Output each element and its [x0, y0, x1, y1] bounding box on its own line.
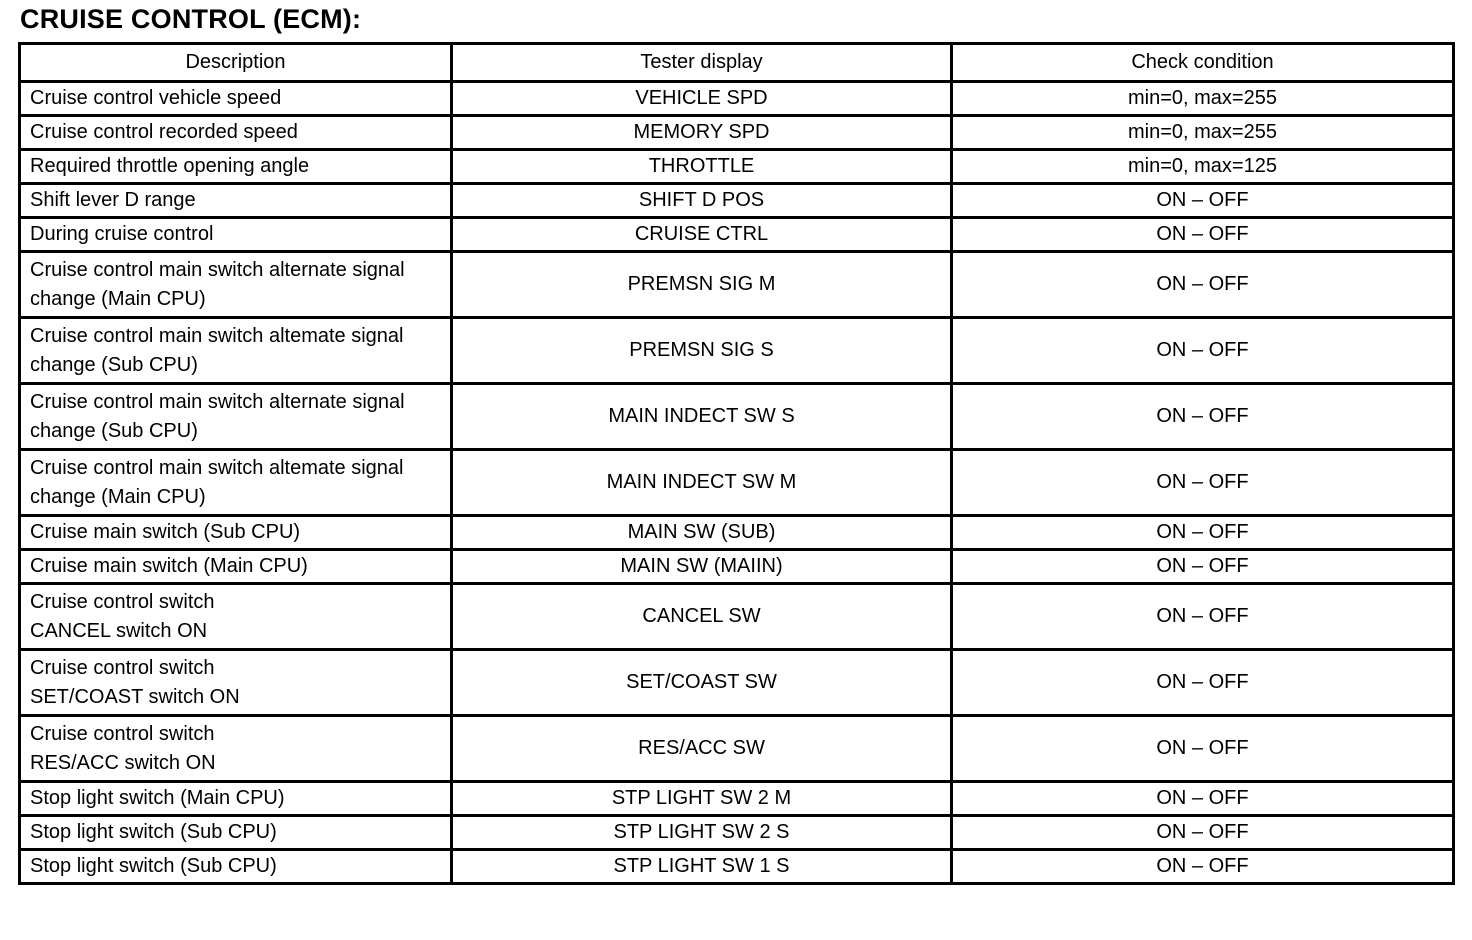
description-cell	[20, 850, 452, 884]
tester-display-cell: SET/COAST SW	[452, 650, 952, 716]
description-cell	[20, 184, 452, 218]
tester-display-cell: RES/ACC SW	[452, 716, 952, 782]
check-condition-cell: ON – OFF	[952, 550, 1454, 584]
description-line: CANCEL switch ON	[30, 619, 208, 642]
check-condition-cell: ON – OFF	[952, 716, 1454, 782]
description-line: Cruise control main switch altemate signal	[30, 456, 404, 479]
description-line: Cruise control main switch alternate signal	[30, 258, 405, 281]
description-line: change (Main CPU)	[30, 485, 206, 508]
table-row	[20, 116, 1454, 150]
table-row	[20, 184, 1454, 218]
check-condition-cell: min=0, max=255	[952, 82, 1454, 116]
check-condition-cell: ON – OFF	[952, 252, 1454, 318]
table-row	[20, 218, 1454, 252]
tester-display-cell: MAIN INDECT SW M	[452, 450, 952, 516]
table-row	[20, 384, 1454, 450]
check-condition-cell: ON – OFF	[952, 584, 1454, 650]
table-row	[20, 650, 1454, 716]
page-title: CRUISE CONTROL (ECM):	[20, 4, 362, 34]
check-condition-cell: min=0, max=255	[952, 116, 1454, 150]
description-line: Cruise main switch (Sub CPU)	[30, 521, 301, 543]
check-condition-cell: ON – OFF	[952, 516, 1454, 550]
column-header-check-condition: Check condition	[952, 44, 1454, 82]
description-cell	[20, 82, 452, 116]
tester-display-cell: MEMORY SPD	[452, 116, 952, 150]
check-condition-cell: ON – OFF	[952, 782, 1454, 816]
tester-display-cell: STP LIGHT SW 2 M	[452, 782, 952, 816]
description-cell	[20, 318, 452, 384]
tester-display-cell: MAIN SW (SUB)	[452, 516, 952, 550]
tester-display-cell: MAIN SW (MAIIN)	[452, 550, 952, 584]
tester-display-cell: VEHICLE SPD	[452, 82, 952, 116]
tester-display-cell: THROTTLE	[452, 150, 952, 184]
tester-display-cell: CANCEL SW	[452, 584, 952, 650]
check-condition-cell: ON – OFF	[952, 650, 1454, 716]
description-line: Cruise control main switch alternate signal	[30, 390, 405, 413]
description-cell	[20, 252, 452, 318]
description-line: Cruise control switch	[30, 590, 215, 613]
tester-display-cell: MAIN INDECT SW S	[452, 384, 952, 450]
description-cell	[20, 116, 452, 150]
check-condition-cell: ON – OFF	[952, 184, 1454, 218]
description-line: Shift lever D range	[30, 189, 196, 211]
table-row	[20, 150, 1454, 184]
check-condition-cell: ON – OFF	[952, 218, 1454, 252]
table-row	[20, 516, 1454, 550]
cruise-control-table	[18, 42, 1455, 885]
description-line: Cruise control main switch altemate signal	[30, 324, 404, 347]
description-cell	[20, 516, 452, 550]
description-line: Cruise control switch	[30, 722, 215, 745]
description-cell	[20, 782, 452, 816]
tester-display-cell: CRUISE CTRL	[452, 218, 952, 252]
description-cell	[20, 716, 452, 782]
description-line: Required throttle opening angle	[30, 155, 310, 177]
description-cell	[20, 584, 452, 650]
check-condition-cell: ON – OFF	[952, 384, 1454, 450]
table-row	[20, 252, 1454, 318]
table-row	[20, 850, 1454, 884]
check-condition-cell: ON – OFF	[952, 450, 1454, 516]
tester-display-cell: SHIFT D POS	[452, 184, 952, 218]
description-line: During cruise control	[30, 223, 214, 245]
description-line: change (Sub CPU)	[30, 419, 198, 442]
tester-display-cell: PREMSN SIG M	[452, 252, 952, 318]
description-line: Cruise control recorded speed	[30, 121, 298, 143]
description-line: Cruise main switch (Main CPU)	[30, 555, 308, 577]
description-line: Stop light switch (Sub CPU)	[30, 855, 277, 877]
description-line: Cruise control vehicle speed	[30, 87, 282, 109]
description-cell	[20, 450, 452, 516]
description-line: Cruise control switch	[30, 656, 215, 679]
tester-display-cell: STP LIGHT SW 2 S	[452, 816, 952, 850]
tester-display-cell: STP LIGHT SW 1 S	[452, 850, 952, 884]
table-row	[20, 782, 1454, 816]
tester-display-cell: PREMSN SIG S	[452, 318, 952, 384]
description-line: change (Main CPU)	[30, 287, 206, 310]
table-row	[20, 82, 1454, 116]
column-header-tester-display: Tester display	[452, 44, 952, 82]
check-condition-cell: ON – OFF	[952, 816, 1454, 850]
table-header-row	[20, 44, 1454, 82]
description-line: SET/COAST switch ON	[30, 685, 240, 708]
description-cell	[20, 650, 452, 716]
description-line: change (Sub CPU)	[30, 353, 198, 376]
description-cell	[20, 550, 452, 584]
column-header-description: Description	[20, 44, 452, 82]
check-condition-cell: ON – OFF	[952, 850, 1454, 884]
table-row	[20, 716, 1454, 782]
table-row	[20, 584, 1454, 650]
table-row	[20, 318, 1454, 384]
description-line: RES/ACC switch ON	[30, 751, 216, 774]
description-line: Stop light switch (Main CPU)	[30, 787, 285, 809]
check-condition-cell: min=0, max=125	[952, 150, 1454, 184]
description-cell	[20, 384, 452, 450]
check-condition-cell: ON – OFF	[952, 318, 1454, 384]
description-cell	[20, 816, 452, 850]
description-cell	[20, 150, 452, 184]
table-row	[20, 550, 1454, 584]
table-row	[20, 816, 1454, 850]
description-line: Stop light switch (Sub CPU)	[30, 821, 277, 843]
table-row	[20, 450, 1454, 516]
description-cell	[20, 218, 452, 252]
